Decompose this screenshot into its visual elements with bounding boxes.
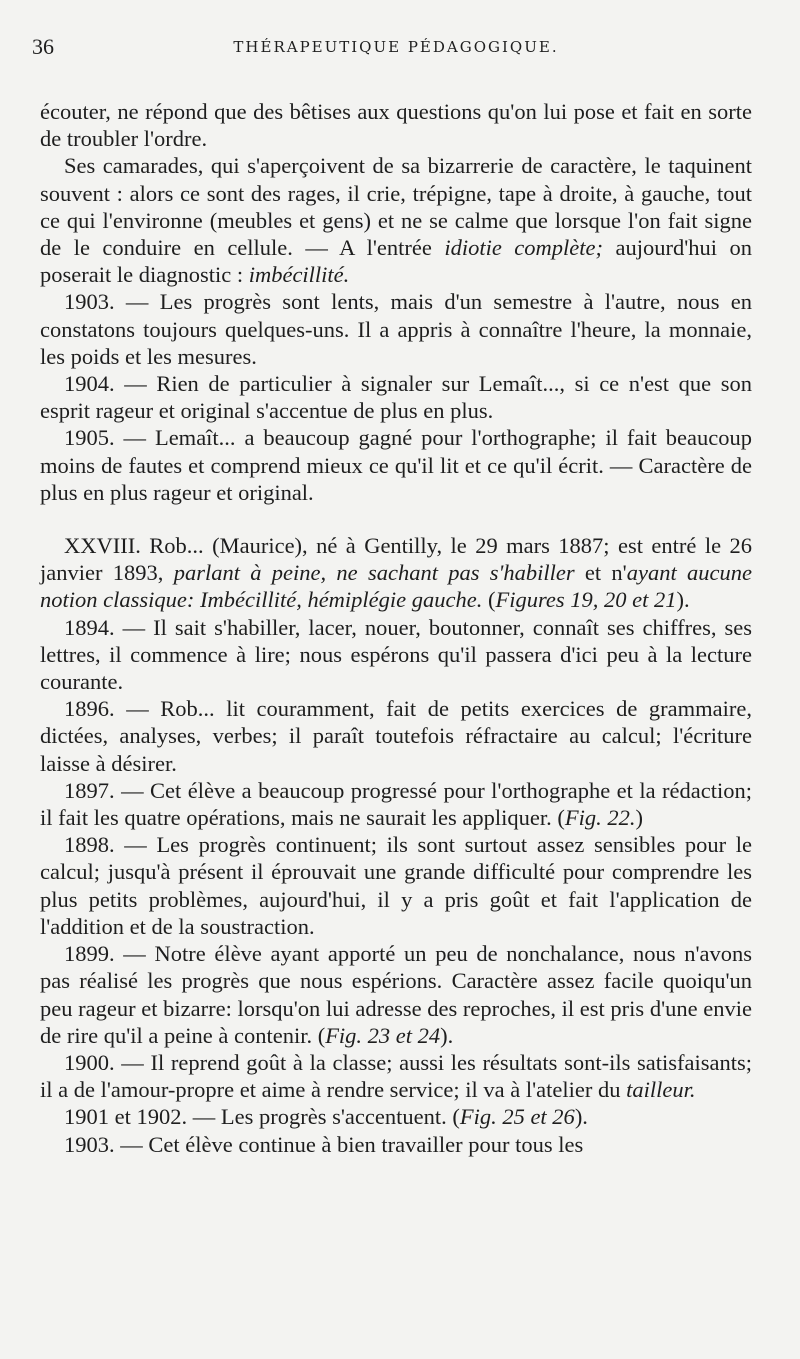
paragraph-1899: 1899. — Notre élève ayant apporté un peu de nonchalance, nous n'avons pas réalisé les progrès que nous espérions. Caractère assez facile quoiqu'un peu rageur et bizarre: lorsqu'on lui adresse des reproches, il est pris d'une envie de rire qu'il a peine à contenir. (Fig. 23 et 24). bbox=[40, 941, 752, 1048]
body-text bbox=[40, 98, 752, 1158]
paragraph-1894: 1894. — Il sait s'habiller, lacer, nouer, boutonner, connaît ses chiffres, ses lettres, il commence à lire; nous espérons qu'il passera d'ici peu à la lecture courante. bbox=[40, 614, 752, 695]
paragraph-1897: 1897. — Cet élève a beaucoup progressé pour l'orthographe et la rédaction; il fait les quatre opérations, mais ne saurait les appliquer. (Fig. 22.) bbox=[40, 777, 752, 831]
page-number: 36 bbox=[32, 34, 54, 59]
paragraph-1898: 1898. — Les progrès continuent; ils sont surtout assez sensibles pour le calcul; jusqu'à présent il éprouvait une grande difficulté pour comprendre les plus petits problèmes, aujourd'hui, il y a pris goût et fait l'application de l'addition et de la soustraction. bbox=[40, 832, 752, 939]
paragraph-1904: 1904. — Rien de particulier à signaler sur Lemaît..., si ce n'est que son esprit rageur et original s'accentue de plus en plus. bbox=[40, 371, 752, 424]
paragraph-1903-rob: 1903. — Cet élève continue à bien travailler pour tous les bbox=[64, 1131, 584, 1157]
running-head bbox=[32, 28, 752, 68]
paragraph-1905: 1905. — Lemaît... a beaucoup gagné pour l'orthographe; il fait beaucoup moins de fautes et comprend mieux ce qu'il lit et ce qu'il écrit. — Caractère de plus en plus rageur et original. bbox=[40, 425, 752, 505]
paragraph-1901-1902: 1901 et 1902. — Les progrès s'accentuent. (Fig. 25 et 26). bbox=[64, 1104, 588, 1130]
paragraph-1903-lemait: 1903. — Les progrès sont lents, mais d'un semestre à l'autre, nous en constatons toujours quelques-uns. Il a appris à connaître l'heure, la monnaie, les poids et les mesures. bbox=[40, 289, 752, 369]
running-title: THÉRAPEUTIQUE PÉDAGOGIQUE. bbox=[233, 38, 559, 56]
paragraph-camarades: Ses camarades, qui s'aperçoivent de sa bizarrerie de caractère, le taquinent souvent : alors ce sont des rages, il crie, trépigne, tape à droite, à gauche, tout ce qui l'environne (meubles et gens) et ne se calme que lorsque l'on fait signe de le conduire en cellule. — A l'entrée idiotie complète; aujourd'hui on poserait le diagnostic : imbécillité. bbox=[40, 153, 752, 288]
paragraph-1900: 1900. — Il reprend goût à la classe; aussi les résultats sont-ils satisfaisants; il a de l'amour-propre et aime à rendre service; il va à l'atelier du tailleur. bbox=[40, 1049, 752, 1103]
paragraph-continuation: écouter, ne répond que des bêtises aux questions qu'on lui pose et fait en sorte de troubler l'ordre. bbox=[40, 99, 752, 152]
paragraph-case-xxviii: XXVIII. Rob... (Maurice), né à Gentilly, le 29 mars 1887; est entré le 26 janvier 1893, parlant à peine, ne sachant pas s'habiller et n'ayant aucune notion classique: Imbécillité, hémiplégie gauche. (Figures 19, 20 et 21). bbox=[40, 533, 753, 613]
paragraph-1896: 1896. — Rob... lit couramment, fait de petits exercices de grammaire, dictées, analyses, verbes; il paraît toutefois réfractaire au calcul; l'écriture laisse à désirer. bbox=[40, 696, 752, 776]
